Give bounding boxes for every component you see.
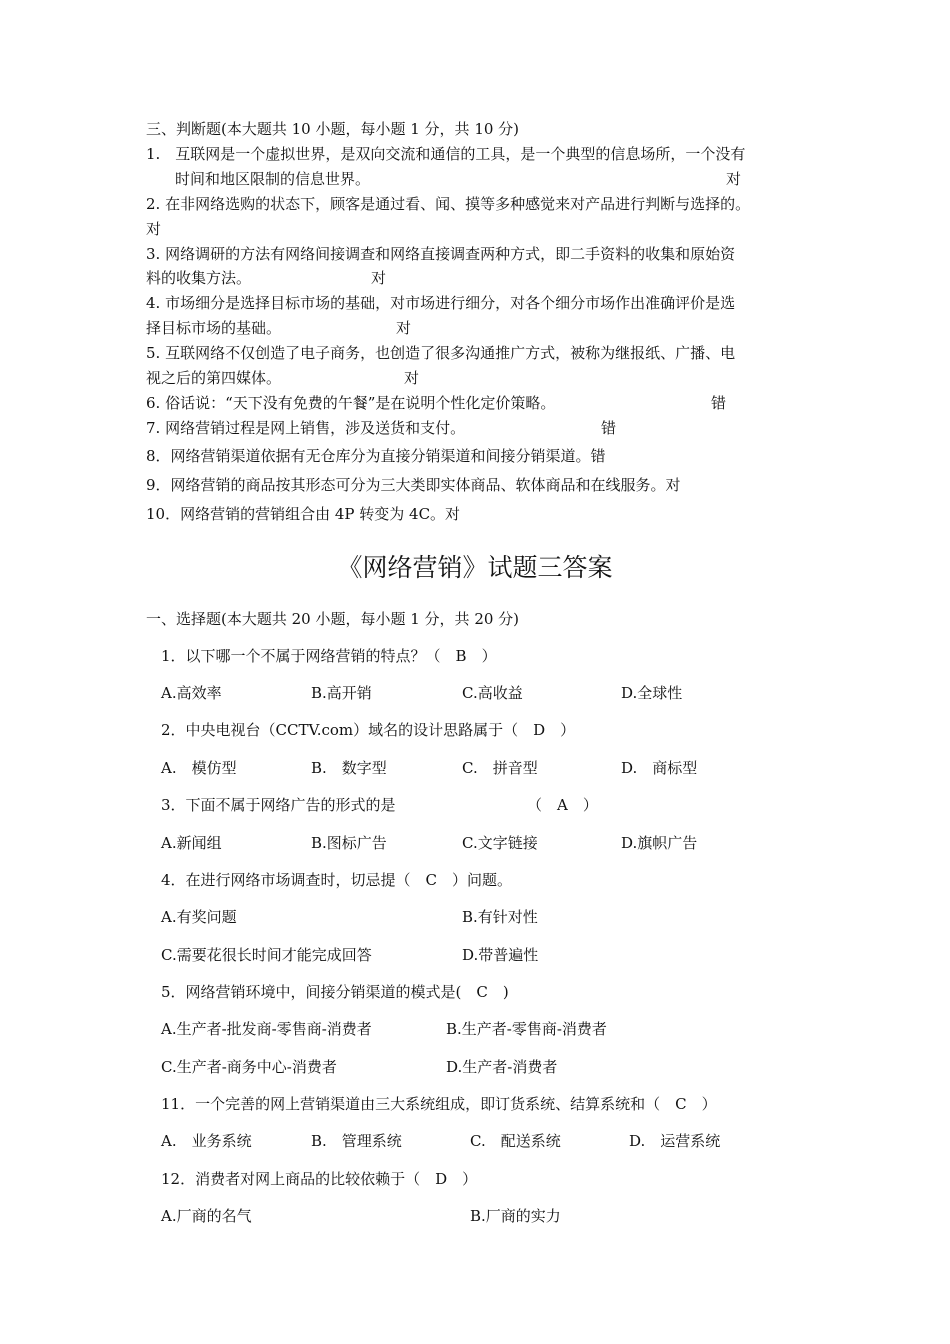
answer-title: 《网络营销》试题三答案 [337,553,613,582]
choice-q3: 3．下面不属于网络广告的形式的是 [161,796,396,814]
judge-q6-answer: 错 [711,394,727,412]
choice-q1-option-b: B.高开销 [311,684,372,702]
choice-q11-option-a: A. 业务系统 [161,1132,252,1150]
choice-q5-option-c: C.生产者-商务中心-消费者 [161,1058,337,1076]
choice-q3-answer: （ A ） [527,796,598,814]
choice-q3-option-b: B.图标广告 [311,834,387,852]
judge-q5-answer: 对 [404,369,420,387]
choice-q4-option-c: C.需要花很长时间才能完成回答 [161,946,372,964]
judge-q3-line2: 料的收集方法。 [146,269,252,287]
choice-q1-option-c: C.高收益 [462,684,523,702]
choice-q2-option-d: D. 商标型 [621,759,698,777]
choice-q4: 4．在进行网络市场调查时，切忌提（ C ）问题。 [161,871,513,889]
choice-q1: 1．以下哪一个不属于网络营销的特点？（ B ） [161,647,497,665]
choice-q1-option-d: D.全球性 [621,684,683,702]
judge-q6-line: 6. 俗话说：“天下没有免费的午餐”是在说明个性化定价策略。 [146,394,556,412]
judge-q7-line: 7. 网络营销过程是网上销售，涉及送货和支付。 [146,419,466,437]
choice-q4-option-b: B.有针对性 [462,908,538,926]
judge-q4-answer: 对 [396,319,412,337]
judge-q2-line1: 2. 在非网络选购的状态下，顾客是通过看、闻、摸等多种感觉来对产品进行判断与选择的。 [146,195,751,213]
choice-q11-option-b: B. 管理系统 [311,1132,402,1150]
choice-q11: 11．一个完善的网上营销渠道由三大系统组成，即订货系统、结算系统和（ C ） [161,1095,717,1113]
judge-q2-line2: 对 [146,220,162,238]
judge-q3-line1: 3. 网络调研的方法有网络间接调查和网络直接调查两种方式，即二手资料的收集和原始资 [146,245,736,263]
judge-heading: 三、判断题(本大题共 10 小题，每小题 1 分，共 10 分) [146,120,520,138]
choice-q5-option-d: D.生产者-消费者 [446,1058,558,1076]
choice-q12-option-b: B.厂商的实力 [470,1207,561,1225]
choice-q1-option-a: A.高效率 [161,684,222,702]
choice-q5: 5．网络营销环境中，间接分销渠道的模式是( C ) [161,983,509,1001]
judge-q5-line2: 视之后的第四媒体。 [146,369,282,387]
choice-q4-option-d: D.带普遍性 [462,946,539,964]
judge-q4-line2: 择目标市场的基础。 [146,319,282,337]
choice-q2-option-a: A. 模仿型 [161,759,237,777]
choice-q2-option-b: B. 数字型 [311,759,387,777]
choice-q11-option-d: D. 运营系统 [629,1132,721,1150]
judge-q1-answer: 对 [726,170,742,188]
choice-q3-option-d: D.旗帜广告 [621,834,698,852]
choice-heading: 一、选择题(本大题共 20 小题，每小题 1 分，共 20 分) [146,610,520,628]
choice-q5-option-a: A.生产者-批发商-零售商-消费者 [161,1020,372,1038]
judge-q5-line1: 5. 互联网络不仅创造了电子商务，也创造了很多沟通推广方式，被称为继报纸、广播、电 [146,344,736,362]
judge-q1-line1: 1. 互联网是一个虚拟世界，是双向交流和通信的工具，是一个典型的信息场所，一个没有 [146,145,746,163]
choice-q12-option-a: A.厂商的名气 [161,1207,252,1225]
choice-q12: 12．消费者对网上商品的比较依赖于（ D ） [161,1170,478,1188]
choice-q2-option-c: C. 拼音型 [462,759,538,777]
judge-q7-answer: 错 [601,419,617,437]
judge-q4-line1: 4. 市场细分是选择目标市场的基础，对市场进行细分，对各个细分市场作出准确评价是选 [146,294,736,312]
choice-q11-option-c: C. 配送系统 [470,1132,561,1150]
judge-q9-line: 9．网络营销的商品按其形态可分为三大类即实体商品、软体商品和在线服务。对 [146,476,681,494]
judge-q3-answer: 对 [371,269,387,287]
choice-q3-option-a: A.新闻组 [161,834,222,852]
judge-q8-line: 8．网络营销渠道依据有无仓库分为直接分销渠道和间接分销渠道。错 [146,447,606,465]
choice-q4-option-a: A.有奖问题 [161,908,237,926]
judge-q10-line: 10．网络营销的营销组合由 4P 转变为 4C。对 [146,505,461,523]
choice-q2: 2．中央电视台（CCTV.com）域名的设计思路属于（ D ） [161,721,576,739]
choice-q5-option-b: B.生产者-零售商-消费者 [446,1020,607,1038]
choice-q3-option-c: C.文字链接 [462,834,538,852]
judge-q1-line2: 时间和地区限制的信息世界。 [175,170,371,188]
